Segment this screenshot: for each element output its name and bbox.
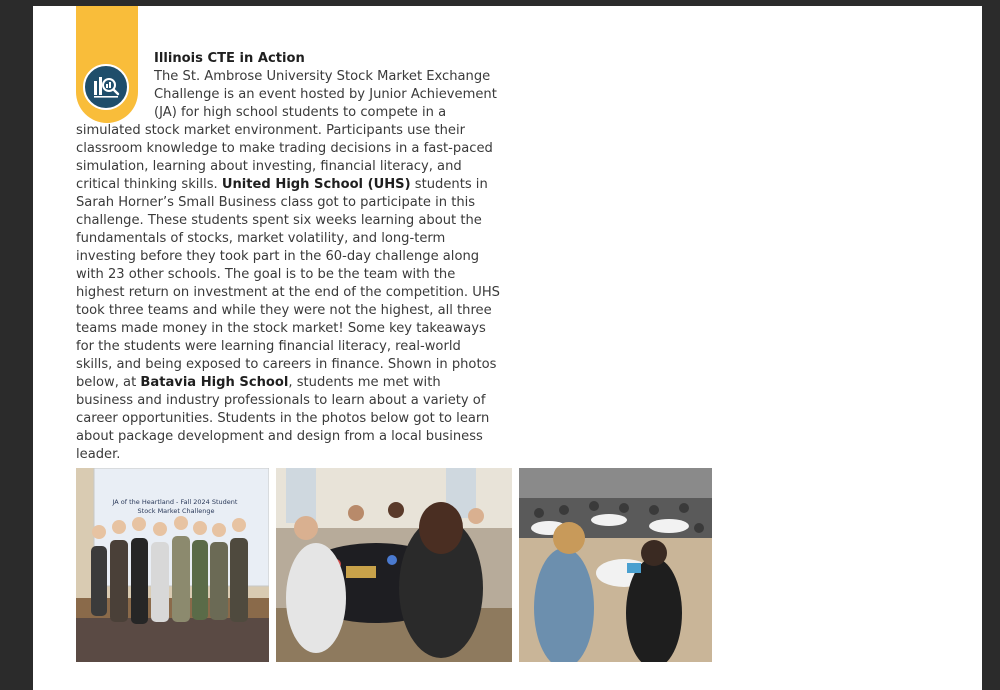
article-heading: Illinois CTE in Action: [154, 51, 305, 66]
photo-table-discussion: [276, 468, 512, 662]
photo-students-group: [76, 468, 269, 662]
ribbon-spacer: [76, 50, 154, 122]
school-name-batavia: Batavia High School: [140, 375, 289, 390]
photo-ballroom-session: [519, 468, 712, 662]
document-page: [33, 6, 982, 690]
slide-title: JA of the Heartland - Fall 2024 Student: [112, 498, 238, 506]
article-text-3: , students me met with business and industry professionals to learn about a variety of career opportunities. Students in the photos below got to learn about package development and design from a local business leader.: [76, 375, 490, 462]
svg-text:JA of the Heartland - Fall 202: JA of the Heartland - Fall 2024 Student Stock Market Challenge: [112, 498, 238, 515]
article-body: [76, 50, 501, 464]
article-text-2: students in Sarah Horner’s Small Business class got to participate in this challenge. These students spent six weeks learning about the fundamentals of stocks, market volatility, and long-term investing before they took part in the 60-day challenge along with 23 other schools. The goal is to be the team with the highest return on investment at the end of the competition. UHS took three teams and while they were not the highest, all three teams made money in the stock market! Some key takeaways for the students were learning financial literacy, real-world skills, and being exposed to careers in finance. Shown in photos below, at: [76, 177, 500, 390]
article-text-1: The St. Ambrose University Stock Market Exchange Challenge is an event hosted by Junior Achievement (JA) for high school students to compete in a simulated stock market environment. Participants use their classroom knowledge to make trading decisions in a fast-paced simulation, learning about investing, financial literacy, and critical thinking skills.: [76, 69, 497, 192]
photo-row: [76, 468, 712, 662]
school-name-united: United High School (UHS): [221, 177, 411, 192]
